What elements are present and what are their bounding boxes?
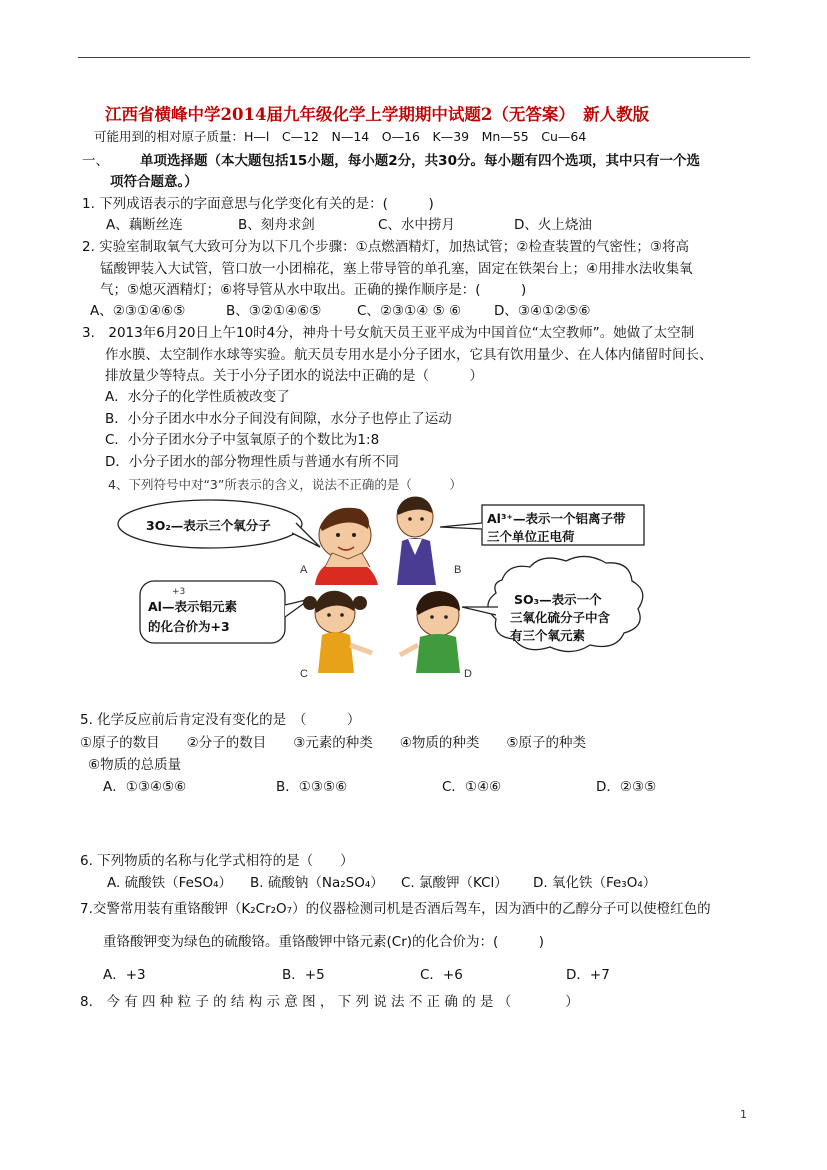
q5-option-b: B．①③⑤⑥ (276, 779, 348, 795)
q5-option-c: C．①④⑥ (442, 779, 502, 795)
q3-line1: 3. 2013年6月20日上午10时4分，神舟十号女航天员王亚平成为中国首位“太空教师”。她做了太空制 (82, 325, 695, 341)
q7-line2: 重铬酸钾变为绿色的硫酸铬。重铬酸钾中铬元素(Cr)的化合价为：( ) (103, 934, 545, 950)
label-d: D (464, 668, 472, 680)
cartoon-man-b-icon (397, 497, 436, 585)
q5-item6: ⑥物质的总质量 (88, 757, 182, 773)
q4-stem: 4、下列符号中对“3”所表示的含义，说法不正确的是（ ） (108, 477, 462, 492)
q7-line1: 7.交警常用装有重铬酸钾（K₂Cr₂O₇）的仪器检测司机是否酒后驾车，因为酒中的乙醇分子可以使橙红色的 (80, 901, 711, 917)
bubble-c-text-line2: 的化合价为+3 (148, 619, 230, 634)
cartoon-boy-a-icon (315, 508, 378, 585)
q1-option-a: A、藕断丝连 (106, 217, 183, 233)
bubble-c-text-line1: Al—表示铝元素 (148, 599, 237, 614)
q6-stem: 6. 下列物质的名称与化学式相符的是（ ） (80, 853, 354, 869)
q2-option-b: B、③②①④⑥⑤ (226, 303, 322, 319)
cartoon-boy-d-icon (400, 591, 460, 673)
q2-option-d: D、③④①②⑤⑥ (494, 303, 591, 319)
page-title: 江西省横峰中学2014届九年级化学上学期期中试题2（无答案） 新人教版 (105, 105, 650, 124)
q3-option-b: B．小分子团水中水分子间没有间隙，水分子也停止了运动 (105, 411, 452, 427)
q3-line2: 作水膜、太空制作水球等实验。航天员专用水是小分子团水，它具有饮用量少、在人体内储留时间长、 (105, 347, 713, 363)
q3-option-a: A．水分子的化学性质被改变了 (105, 389, 290, 405)
q2-line2: 锰酸钾装入大试管，管口放一小团棉花，塞上带导管的单孔塞，固定在铁架台上；④用排水法收集氧 (100, 261, 693, 277)
q1-option-c: C、水中捞月 (378, 217, 455, 233)
header-rule (78, 57, 750, 58)
bubble-d-text-line1: SO₃—表示一个 (514, 592, 602, 607)
q7-option-d: D．+7 (566, 967, 610, 983)
section-number: 一、 (82, 153, 109, 169)
q1-stem: 1. 下列成语表示的字面意思与化学变化有关的是：( ) (82, 196, 434, 212)
q2-line1: 2. 实验室制取氧气大致可分为以下几个步骤：①点燃酒精灯，加热试管；②检查装置的气密性；③将高 (82, 239, 689, 255)
q5-stem: 5. 化学反应前后肯定没有变化的是 （ ） (80, 712, 361, 728)
q2-option-a: A、②③①④⑥⑤ (90, 303, 186, 319)
bubble-b-text-line1: Al³⁺—表示一个铝离子带 (487, 511, 626, 526)
bubble-d-text-line3: 有三个氧元素 (510, 628, 586, 643)
q7-option-c: C．+6 (420, 967, 463, 983)
bubble-b-text-line2: 三个单位正电荷 (487, 529, 575, 544)
q3-option-c: C．小分子团水分子中氢氧原子的个数比为1:8 (105, 432, 380, 448)
label-b: B (454, 564, 462, 576)
bubble-a-text: 3O₂—表示三个氧分子 (146, 518, 271, 533)
bubble-c-superscript: +3 (172, 587, 186, 597)
q3-line3: 排放量少等特点。关于小分子团水的说法中正确的是（ ） (105, 368, 483, 384)
q6-option-a: A. 硫酸铁（FeSO₄） (107, 875, 233, 891)
q1-option-d: D、火上烧油 (514, 217, 592, 233)
q5-option-d: D．②③⑤ (596, 779, 657, 795)
label-c: C (300, 668, 308, 680)
section-heading-line1: 单项选择题（本大题包括15小题，每小题2分，共30分。每小题有四个选项，其中只有一个选 (140, 153, 700, 169)
q3-option-d: D．小分子团水的部分物理性质与普通水有所不同 (105, 454, 399, 470)
q2-line3: 气；⑤熄灭酒精灯；⑥将导管从水中取出。正确的操作顺序是：( ) (100, 282, 527, 298)
atomic-masses-line: 可能用到的相对原子质量：H—l C—12 N—14 O—16 K—39 Mn—55 Cu—64 (94, 129, 587, 144)
q6-option-c: C. 氯酸钾（KCl） (401, 875, 508, 891)
section-heading-line2: 项符合题意。） (110, 174, 198, 190)
q6-option-d: D. 氧化铁（Fe₃O₄） (533, 875, 657, 891)
q1-option-b: B、刻舟求剑 (238, 217, 315, 233)
q5-items: ①原子的数目 ②分子的数目 ③元素的种类 ④物质的种类 ⑤原子的种类 (80, 735, 587, 751)
q8-stem: 8. 今 有 四 种 粒 子 的 结 构 示 意 图 ， 下 列 说 法 不 正 确 的 是 （ ） (80, 994, 579, 1010)
q5-option-a: A．①③④⑤⑥ (103, 779, 187, 795)
page-number: 1 (740, 1108, 747, 1121)
label-a: A (300, 564, 308, 576)
q7-option-b: B．+5 (282, 967, 325, 983)
cartoon-girl-c-icon (303, 591, 372, 673)
bubble-d-text-line2: 三氧化硫分子中含 (510, 610, 611, 625)
q6-option-b: B. 硫酸钠（Na₂SO₄） (250, 875, 384, 891)
q7-option-a: A．+3 (103, 967, 146, 983)
q2-option-c: C、②③①④ ⑤ ⑥ (357, 303, 462, 319)
